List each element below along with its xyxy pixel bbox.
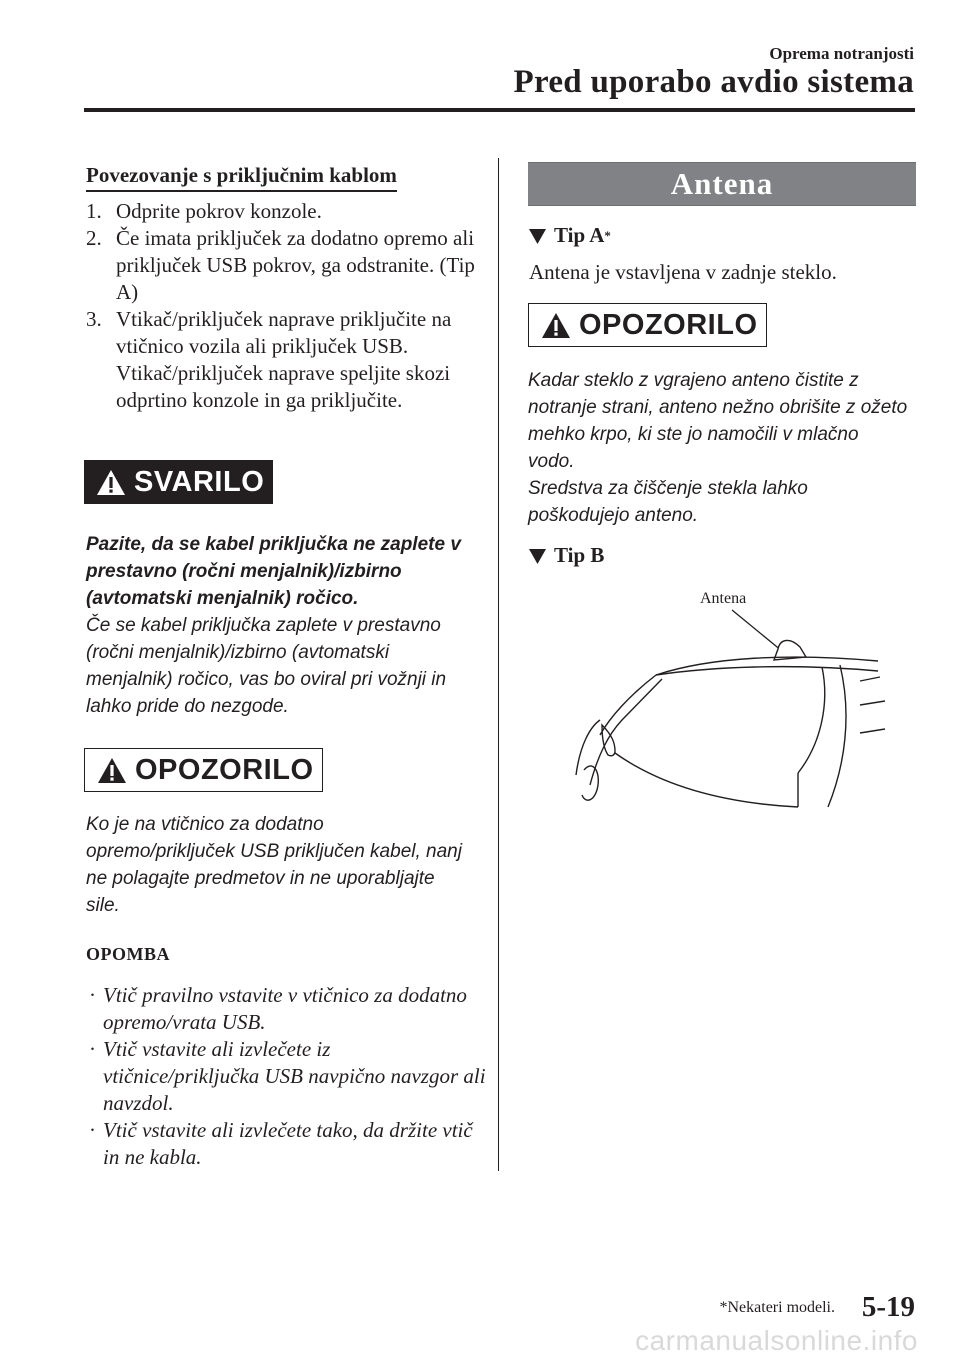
opomba-item-text: Vtič vstavite ali izvlečete tako, da držite vtič in ne kabla.: [103, 1118, 473, 1169]
down-triangle-icon: [529, 228, 546, 244]
warning-triangle-icon: [96, 469, 126, 496]
down-triangle-icon: [529, 548, 546, 564]
subheading: Povezovanje s priključnim kablom: [86, 163, 397, 192]
svarilo-banner: [84, 460, 273, 504]
watermark: carmanualsonline.info: [635, 1325, 918, 1356]
page-number: 5-19: [861, 1291, 915, 1323]
steps-list: [86, 198, 486, 414]
svarilo-body: [86, 531, 476, 720]
opomba-list: [86, 982, 486, 1171]
antenna-label: Antena: [700, 590, 747, 607]
step-text: Odprite pokrov konzole.: [116, 199, 322, 223]
step-number: 3.: [86, 307, 102, 331]
antenna-leader-line: [732, 610, 782, 651]
svarilo-label: SVARILO: [134, 465, 265, 498]
svarilo-bold-text: Pazite, da se kabel priključka ne zaplete v prestavno (ročni menjalnik)/izbirno (avtomatski menjalnik) ročico.: [86, 534, 461, 609]
car-rear-illustration: [560, 585, 890, 815]
step-text: Če imata priključek za dodatno opremo ali priključek USB pokrov, ga odstranite. (Tip A): [116, 226, 475, 304]
svarilo-text: Če se kabel priključka zaplete v prestavno (ročni menjalnik)/izbirno (avtomatski menjalnik) ročico, vas bo oviral pri vožnji in lahko pride do nezgode.: [86, 615, 447, 717]
tip-b-heading: [529, 543, 604, 568]
step-item: [86, 198, 486, 225]
opomba-item: [86, 1117, 486, 1171]
opozorilo-text: Kadar steklo z vgrajeno anteno čistite z notranje strani, anteno nežno obrišite z ožeto mehko krpo, ki ste jo namočili v mlačno vodo. Sredstva za čiščenje stekla lahko poškodujejo anteno.: [528, 370, 908, 526]
step-item: [86, 225, 486, 306]
car-outline: [576, 640, 885, 807]
bullet-dot-icon: ·: [89, 983, 96, 1007]
tip-a-label: Tip A: [554, 223, 605, 247]
header-rule: [84, 108, 915, 112]
opomba-item-text: Vtič pravilno vstavite v vtičnico za dodatno opremo/vrata USB.: [103, 983, 467, 1034]
opomba-item: [86, 982, 486, 1036]
opozorilo-banner: [84, 748, 323, 792]
opozorilo-label: OPOZORILO: [579, 308, 758, 341]
step-text: Vtikač/priključek naprave priključite na vtičnico vozila ali priključek USB. Vtikač/priključek naprave speljite skozi odprtino konzole in ga priključite.: [116, 307, 452, 412]
tip-a-text: Antena je vstavljena v zadnje steklo.: [529, 260, 837, 284]
tip-a-heading: Tip A *: [529, 223, 611, 248]
bullet-dot-icon: ·: [89, 1037, 96, 1061]
footnote: *Nekateri modeli.: [719, 1299, 835, 1316]
opozorilo-banner: [528, 303, 767, 347]
step-item: [86, 306, 486, 414]
step-number: 2.: [86, 226, 102, 250]
opomba-item-text: Vtič vstavite ali izvlečete iz vtičnice/priključka USB navpično navzgor ali navzdol.: [103, 1037, 486, 1115]
step-number: 1.: [86, 199, 102, 223]
opozorilo-label: OPOZORILO: [135, 753, 314, 786]
page-title: Pred uporabo avdio sistema: [513, 64, 914, 100]
warning-triangle-icon: [97, 757, 127, 784]
opozorilo-text: Ko je na vtičnico za dodatno opremo/priključek USB priključen kabel, nanj ne polagajte predmetov in ne uporabljajte sile.: [86, 814, 462, 916]
warning-triangle-icon: [541, 312, 571, 339]
tip-b-label: Tip B: [554, 543, 605, 567]
opomba-title: OPOMBA: [86, 944, 170, 964]
section-title-bar: Antena: [528, 162, 916, 206]
bullet-dot-icon: ·: [89, 1118, 96, 1142]
opomba-item: [86, 1036, 486, 1117]
column-divider: [498, 158, 499, 1171]
header-section: Oprema notranjosti: [769, 44, 914, 63]
